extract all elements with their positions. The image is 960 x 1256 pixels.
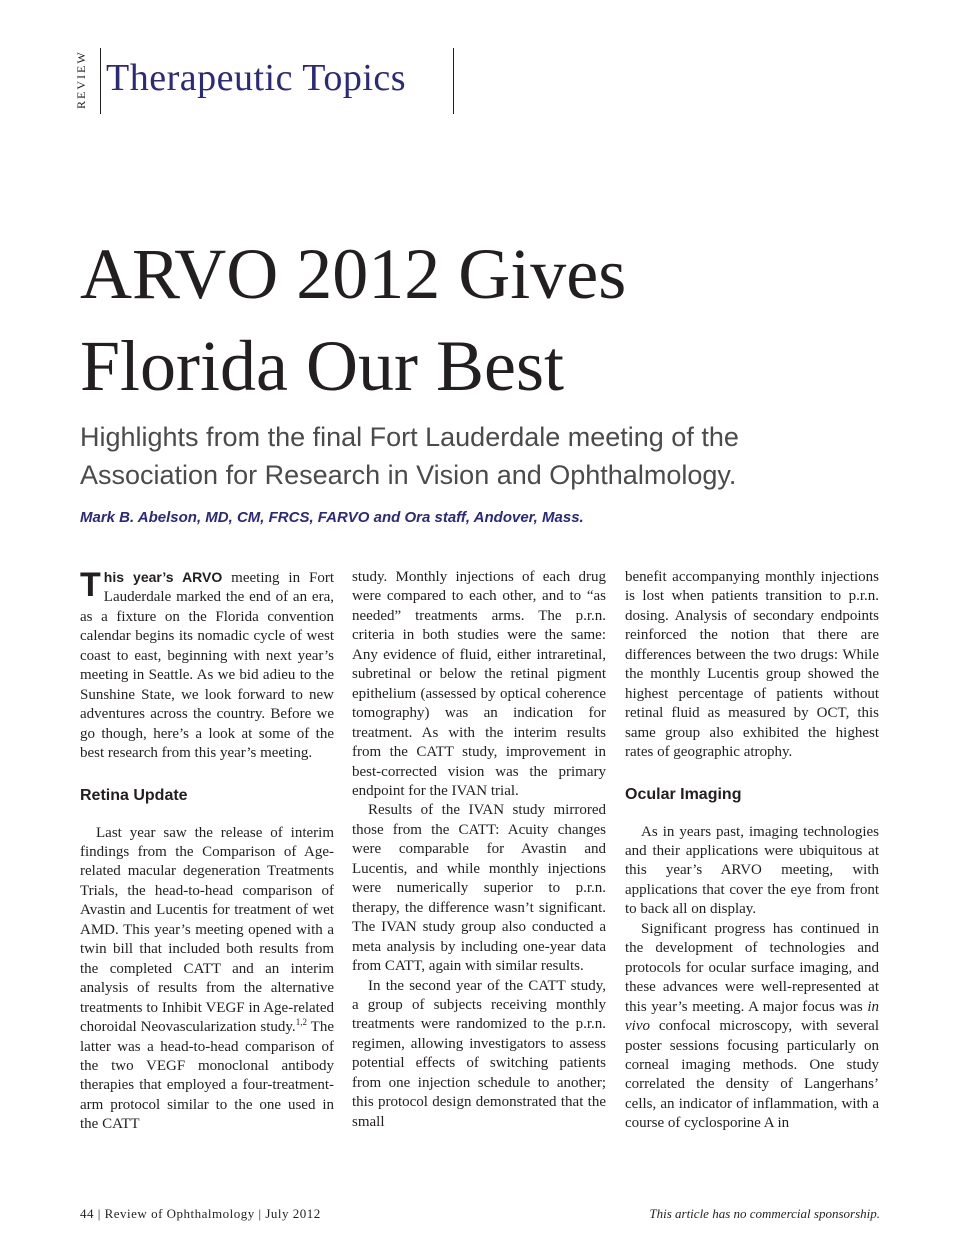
lead-in-bold: his year’s ARVO (103, 569, 223, 585)
paragraph-text: Significant progress has continued in the development of technologies and protocols for ocular surface imaging, and these advances were well-represented at this year’s meeting. A major focus was (625, 920, 879, 1015)
headline-line-1: ARVO 2012 Gives (80, 234, 627, 314)
paragraph-text: Last year saw the release of interim findings from the Comparison of Age-related macular degeneration Treatments Trials, the head-to-head comparison of Avastin and Lucentis for treatment of wet AMD. This year’s meeting opened with a twin bill that included both results from the completed CATT and an interim analysis of results from the alternative treatments to Inhibit VEGF in Age-related choroidal Neovascularization study. (80, 824, 334, 1036)
column-3 (625, 568, 879, 1134)
header-divider-left (100, 48, 101, 114)
paragraph-text: confocal microscopy, with several poster sessions focusing particularly on corneal imaging methods. One study correlated the density of Langerhans’ cells, an indicator of inflammation, with a course of cyclosporine A in (625, 1018, 879, 1132)
article-headline (80, 228, 900, 412)
paragraph: Results of the IVAN study mirrored those from the CATT: Acuity changes were comparable for Avastin and Lucentis, and while monthly injections were numerically superior to p.r.n. therapy, the difference wasn’t significant. The IVAN study group also conducted a meta analysis by including one-year data from CATT, again with similar results. (352, 802, 606, 975)
subhead-ocular-imaging: Ocular Imaging (625, 785, 742, 803)
topic-title: Therapeutic Topics (106, 57, 407, 99)
footer-folio: 44 | Review of Ophthalmology | July 2012 (80, 1206, 321, 1221)
column-1 (80, 568, 334, 1135)
byline: Mark B. Abelson, MD, CM, FRCS, FARVO and Ora staff, Andover, Mass. (80, 509, 584, 526)
reference-superscript: 1,2 (295, 1017, 307, 1028)
italic-term: in vivo (625, 998, 879, 1035)
intro-paragraph (80, 568, 334, 764)
paragraph: benefit accompanying monthly injections is lost when patients transition to p.r.n. dosing. Analysis of secondary endpoints reinforced the notion that there are differences between the two drugs: While the monthly Lucentis group showed the highest percentage of patients without retinal fluid as measured by OCT, this same group also exhibited the highest rates of geographic atrophy. (625, 569, 879, 761)
drop-cap: T (80, 566, 101, 604)
paragraph: In the second year of the CATT study, a group of subjects receiving monthly treatments were randomized to the p.r.n. regimen, allowing investigators to assess potential effects of switching patients from one injection schedule to another; this protocol design demonstrated that the small (352, 977, 606, 1130)
article-deck (80, 418, 900, 494)
paragraph: study. Monthly injections of each drug were compared to each other, and to “as needed” treatments arms. The p.r.n. criteria in both studies were the same: Any evidence of fluid, either intraretinal, subretinal or below the retinal pigment epithelium (assessed by optical coherence tomography) was an indication for treatment. As with the interim results from the CATT study, improvement in best-corrected vision was the primary endpoint for the IVAN trial. (352, 569, 606, 799)
paragraph: As in years past, imaging technologies and their applications were ubiquitous at this year’s ARVO meeting, with applications that cover the eye from front to back all on display. (625, 823, 879, 918)
headline-line-2: Florida Our Best (80, 326, 564, 406)
column-2 (352, 568, 606, 1132)
subhead-retina-update: Retina Update (80, 786, 188, 804)
footer-sponsorship-note: This article has no commercial sponsorship. (649, 1206, 880, 1221)
intro-text: meeting in Fort Lauderdale marked the end of an era, as a fixture on the Florida convention calendar begins its nomadic cycle of west coast to east, beginning with next year’s meeting in Seattle. As we bid adieu to the Sunshine State, we look forward to new adventures across the country. Before we go though, here’s a look at some of the best research from this year’s meeting. (80, 570, 334, 762)
deck-line-2: Association for Research in Vision and Ophthalmology. (80, 460, 737, 490)
section-label-vertical: REVIEW (74, 50, 88, 110)
paragraph (625, 920, 879, 1134)
header-divider-right (453, 48, 454, 114)
paragraph-text: The latter was a head-to-head comparison of the two VEGF monoclonal antibody therapies that employed a four-treatment-arm protocol similar to the one used in the CATT (80, 1019, 334, 1133)
paragraph (80, 824, 334, 1135)
deck-line-1: Highlights from the final Fort Lauderdale meeting of the (80, 422, 739, 452)
